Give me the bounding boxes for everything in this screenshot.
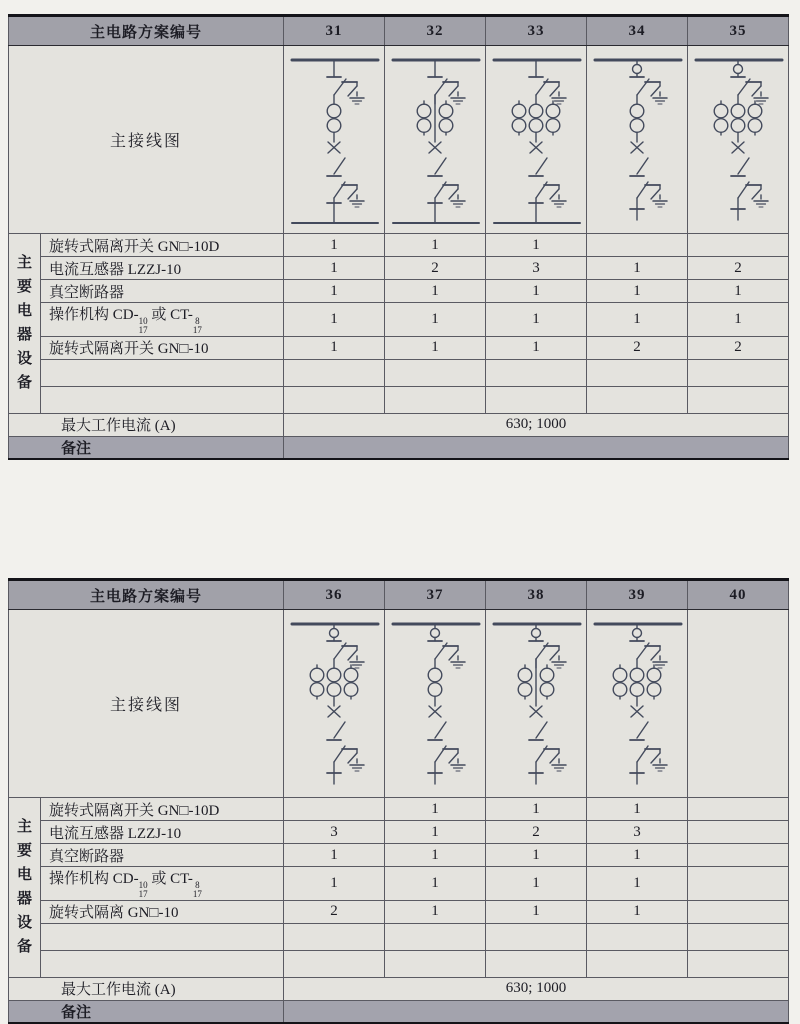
- equipment-count: 3: [587, 821, 688, 844]
- equipment-row: [9, 336, 789, 359]
- equipment-count: 1: [284, 234, 385, 257]
- equipment-count: 1: [385, 234, 486, 257]
- max-current-label: 最大工作电流 (A): [9, 977, 284, 1000]
- equipment-label: 旋转式隔离开关 GN□-10: [41, 336, 284, 359]
- equipment-count: 1: [688, 280, 789, 303]
- remark-label: 备注: [9, 1000, 284, 1023]
- single-line-diagram: [587, 53, 688, 231]
- stacked-fraction: 8 17: [192, 880, 202, 900]
- equipment-label: 操作机构 CD- 10 17 或 CT- 8 17: [41, 867, 284, 901]
- equipment-count: 1: [587, 798, 688, 821]
- max-current-value: 630; 1000: [284, 413, 789, 436]
- scheme-table: [8, 578, 789, 1024]
- remark-value: [284, 436, 789, 459]
- diagram-label: 主接线图: [9, 46, 284, 234]
- equipment-count: 1: [385, 280, 486, 303]
- wiring-diagram-cell: [385, 610, 486, 798]
- single-line-diagram: [385, 617, 486, 795]
- single-line-diagram: [284, 617, 385, 795]
- equipment-count: 1: [486, 234, 587, 257]
- max-current-row: [9, 977, 789, 1000]
- group-label: 主 要 电 器 设 备: [9, 798, 41, 978]
- scheme-number: 40: [688, 580, 789, 610]
- equipment-count: 1: [284, 867, 385, 901]
- equipment-row: [9, 303, 789, 337]
- remark-row: [9, 1000, 789, 1023]
- equipment-count: 1: [486, 303, 587, 337]
- equipment-count: [688, 234, 789, 257]
- equipment-row: [9, 280, 789, 303]
- scheme-number: 32: [385, 16, 486, 46]
- equipment-count: [688, 867, 789, 901]
- equipment-count: [688, 844, 789, 867]
- wiring-diagram-cell: [587, 610, 688, 798]
- equipment-count: 1: [385, 303, 486, 337]
- single-line-diagram: [385, 53, 486, 231]
- equipment-count: [688, 821, 789, 844]
- equipment-count: 2: [688, 336, 789, 359]
- equipment-row: [9, 867, 789, 901]
- equipment-label: 真空断路器: [41, 844, 284, 867]
- max-current-label: 最大工作电流 (A): [9, 413, 284, 436]
- equipment-count: 1: [486, 900, 587, 923]
- empty-row: [9, 950, 789, 977]
- equipment-count: [587, 234, 688, 257]
- equipment-row: [9, 257, 789, 280]
- scheme-table-36-40: [8, 578, 791, 1024]
- equipment-count: 2: [486, 821, 587, 844]
- equipment-count: 1: [486, 336, 587, 359]
- equipment-count: 1: [486, 280, 587, 303]
- equipment-label: 真空断路器: [41, 280, 284, 303]
- equipment-count: 1: [284, 844, 385, 867]
- equipment-label: 操作机构 CD- 10 17 或 CT- 8 17: [41, 303, 284, 337]
- equipment-count: 1: [587, 280, 688, 303]
- equipment-count: 3: [486, 257, 587, 280]
- wiring-diagram-cell: [385, 46, 486, 234]
- equipment-count: [688, 798, 789, 821]
- equipment-count: 1: [587, 900, 688, 923]
- equipment-label: 电流互感器 LZZJ-10: [41, 257, 284, 280]
- equipment-count: 1: [688, 303, 789, 337]
- wiring-diagram-cell: [284, 46, 385, 234]
- equipment-count: [688, 900, 789, 923]
- equipment-row: [9, 821, 789, 844]
- equipment-count: 1: [284, 336, 385, 359]
- remark-label: 备注: [9, 436, 284, 459]
- scheme-number: 31: [284, 16, 385, 46]
- single-line-diagram: [486, 53, 587, 231]
- header-label: 主电路方案编号: [9, 580, 284, 610]
- equipment-count: 1: [385, 798, 486, 821]
- equipment-count: 1: [284, 280, 385, 303]
- equipment-count: 2: [385, 257, 486, 280]
- group-label: 主 要 电 器 设 备: [9, 234, 41, 414]
- equipment-row: [9, 234, 789, 257]
- scheme-number: 39: [587, 580, 688, 610]
- equipment-row: [9, 798, 789, 821]
- empty-row: [9, 359, 789, 386]
- scheme-number: 33: [486, 16, 587, 46]
- scheme-table-31-35: [8, 14, 791, 460]
- empty-row: [9, 386, 789, 413]
- equipment-count: 2: [587, 336, 688, 359]
- empty-row: [9, 923, 789, 950]
- scheme-number: 34: [587, 16, 688, 46]
- diagram-row: [9, 610, 789, 798]
- wiring-diagram-cell: [688, 610, 789, 798]
- equipment-count: 1: [385, 844, 486, 867]
- equipment-label: 旋转式隔离开关 GN□-10D: [41, 234, 284, 257]
- equipment-count: 1: [587, 867, 688, 901]
- header-row: [9, 16, 789, 46]
- remark-row: [9, 436, 789, 459]
- single-line-diagram: [486, 617, 587, 795]
- header-label: 主电路方案编号: [9, 16, 284, 46]
- scheme-number: 36: [284, 580, 385, 610]
- scheme-number: 38: [486, 580, 587, 610]
- max-current-row: [9, 413, 789, 436]
- equipment-count: 1: [385, 867, 486, 901]
- wiring-diagram-cell: [486, 610, 587, 798]
- equipment-count: 1: [587, 257, 688, 280]
- equipment-count: 1: [587, 844, 688, 867]
- equipment-count: 2: [688, 257, 789, 280]
- wiring-diagram-cell: [486, 46, 587, 234]
- equipment-count: 1: [385, 900, 486, 923]
- wiring-diagram-cell: [284, 610, 385, 798]
- wiring-diagram-cell: [688, 46, 789, 234]
- wiring-diagram-cell: [587, 46, 688, 234]
- diagram-row: [9, 46, 789, 234]
- equipment-label: 旋转式隔离开关 GN□-10D: [41, 798, 284, 821]
- header-row: [9, 580, 789, 610]
- equipment-count: 1: [486, 867, 587, 901]
- equipment-label: 电流互感器 LZZJ-10: [41, 821, 284, 844]
- scheme-number: 37: [385, 580, 486, 610]
- max-current-value: 630; 1000: [284, 977, 789, 1000]
- equipment-count: 1: [486, 798, 587, 821]
- equipment-count: 1: [284, 257, 385, 280]
- equipment-count: 1: [385, 821, 486, 844]
- single-line-diagram: [284, 53, 385, 231]
- scheme-number: 35: [688, 16, 789, 46]
- equipment-row: [9, 900, 789, 923]
- equipment-count: 1: [385, 336, 486, 359]
- equipment-label: 旋转式隔离 GN□-10: [41, 900, 284, 923]
- equipment-count: 2: [284, 900, 385, 923]
- equipment-count: [284, 798, 385, 821]
- stacked-fraction: 8 17: [192, 316, 202, 336]
- equipment-count: 1: [284, 303, 385, 337]
- single-line-diagram: [587, 617, 688, 795]
- stacked-fraction: 10 17: [138, 880, 148, 900]
- single-line-diagram: [688, 53, 789, 231]
- equipment-row: [9, 844, 789, 867]
- equipment-count: 1: [486, 844, 587, 867]
- diagram-label: 主接线图: [9, 610, 284, 798]
- equipment-count: 3: [284, 821, 385, 844]
- equipment-count: 1: [587, 303, 688, 337]
- remark-value: [284, 1000, 789, 1023]
- scheme-table: [8, 14, 789, 460]
- stacked-fraction: 10 17: [138, 316, 148, 336]
